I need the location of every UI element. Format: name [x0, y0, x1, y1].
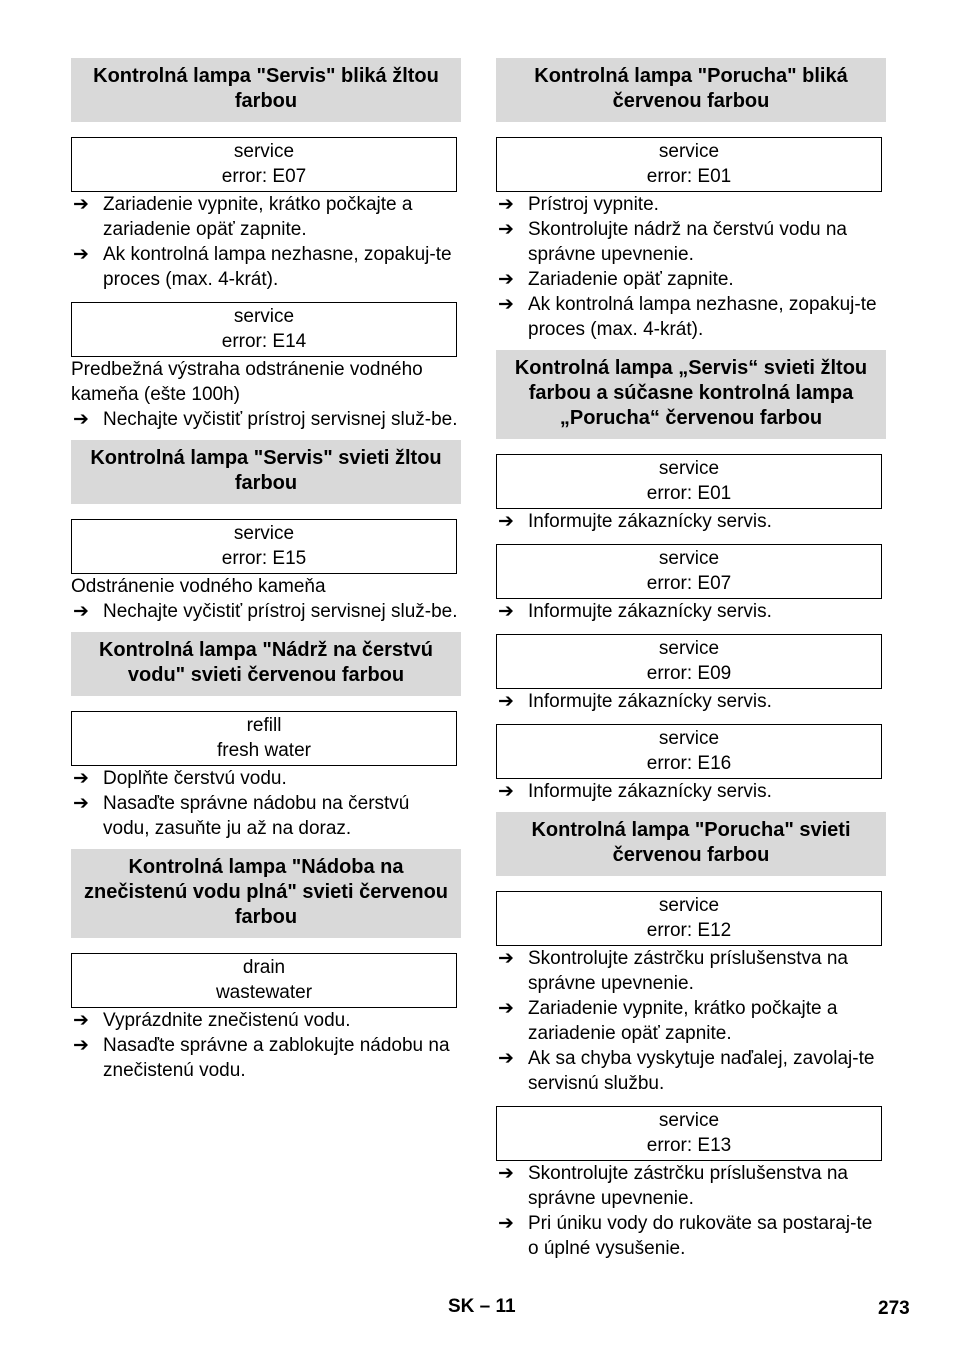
step-item: ➔ Informujte zákaznícky servis.	[498, 781, 772, 802]
arrow-right-icon: ➔	[73, 601, 89, 622]
display-line: error: E01	[646, 166, 732, 187]
section-heading: Kontrolná lampa "Nádoba na znečistenú vodu plná" svieti červenou farbou	[71, 849, 461, 938]
display-message	[71, 137, 457, 192]
step-item: ➔ Nechajte vyčistiť prístroj servisnej služ-be.	[73, 601, 458, 622]
arrow-right-icon: ➔	[498, 948, 514, 969]
display-line: service	[658, 458, 720, 479]
display-message	[496, 634, 882, 689]
display-line: wastewater	[215, 982, 313, 1003]
arrow-right-icon: ➔	[498, 691, 514, 712]
step-item: ➔ Nasaďte správne nádobu na čerstvú vodu, zasuňte ju až na doraz.	[73, 793, 410, 839]
arrow-right-icon: ➔	[498, 1048, 514, 1069]
step-item: ➔ Nechajte vyčistiť prístroj servisnej služ-be.	[73, 409, 458, 430]
display-message	[71, 711, 457, 766]
display-line: fresh water	[217, 740, 311, 761]
display-line: service	[658, 638, 720, 659]
step-item: ➔ Ak sa chyba vyskytuje naďalej, zavolaj-te servisnú službu.	[498, 1048, 875, 1094]
display-line: error: E07	[646, 573, 732, 594]
arrow-right-icon: ➔	[73, 768, 89, 789]
arrow-right-icon: ➔	[73, 194, 89, 215]
display-message	[496, 891, 882, 946]
display-line: service	[658, 1110, 720, 1131]
step-item: ➔ Skontrolujte zástrčku príslušenstva na správne upevnenie.	[498, 1163, 848, 1209]
step-item: ➔ Ak kontrolná lampa nezhasne, zopakuj-te proces (max. 4-krát).	[498, 294, 877, 340]
step-item: ➔ Zariadenie vypnite, krátko počkajte a zariadenie opäť zapnite.	[73, 194, 413, 240]
step-item: ➔ Zariadenie vypnite, krátko počkajte a zariadenie opäť zapnite.	[498, 998, 838, 1044]
display-message	[496, 544, 882, 599]
display-message	[71, 953, 457, 1008]
step-item: ➔ Skontrolujte nádrž na čerstvú vodu na správne upevnenie.	[498, 219, 847, 265]
display-message	[496, 724, 882, 779]
display-message	[71, 302, 457, 357]
section-heading: Kontrolná lampa „Servis“ svieti žltou farbou a súčasne kontrolná lampa „Porucha“ červenou farbou	[496, 350, 886, 439]
step-item: ➔ Nasaďte správne a zablokujte nádobu na znečistenú vodu.	[73, 1035, 450, 1081]
display-line: drain	[242, 957, 286, 978]
step-item: ➔ Zariadenie opäť zapnite.	[498, 269, 734, 290]
step-item: ➔ Informujte zákaznícky servis.	[498, 691, 772, 712]
display-line: service	[233, 306, 295, 327]
section-heading: Kontrolná lampa "Porucha" svieti červenou farbou	[496, 812, 886, 876]
display-line: service	[233, 523, 295, 544]
arrow-right-icon: ➔	[498, 294, 514, 315]
display-line: error: E09	[646, 663, 732, 684]
arrow-right-icon: ➔	[498, 511, 514, 532]
page-section-label: SK – 11	[448, 1296, 516, 1317]
display-line: service	[658, 895, 720, 916]
display-line: service	[233, 141, 295, 162]
step-item: ➔ Informujte zákaznícky servis.	[498, 601, 772, 622]
display-line: error: E16	[646, 753, 732, 774]
display-line: refill	[246, 715, 282, 736]
arrow-right-icon: ➔	[498, 998, 514, 1019]
step-item: ➔ Pri úniku vody do rukoväte sa postaraj-te o úplné vysušenie.	[498, 1213, 873, 1259]
section-heading: Kontrolná lampa "Nádrž na čerstvú vodu" svieti červenou farbou	[71, 632, 461, 696]
display-message	[496, 1106, 882, 1161]
description-text: Predbežná výstraha odstránenie vodného kameňa (ešte 100h)	[71, 359, 423, 405]
section-heading: Kontrolná lampa "Porucha" bliká červenou farbou	[496, 58, 886, 122]
display-line: service	[658, 548, 720, 569]
display-line: error: E01	[646, 483, 732, 504]
step-item: ➔ Doplňte čerstvú vodu.	[73, 768, 287, 789]
arrow-right-icon: ➔	[73, 244, 89, 265]
left-column	[71, 58, 461, 1083]
display-line: error: E12	[646, 920, 732, 941]
display-message	[496, 137, 882, 192]
page-number: 273	[878, 1298, 910, 1319]
display-line: error: E15	[221, 548, 307, 569]
arrow-right-icon: ➔	[498, 601, 514, 622]
description-text: Odstránenie vodného kameňa	[71, 576, 326, 597]
display-line: error: E13	[646, 1135, 732, 1156]
arrow-right-icon: ➔	[498, 781, 514, 802]
arrow-right-icon: ➔	[498, 194, 514, 215]
step-item: ➔ Vyprázdnite znečistenú vodu.	[73, 1010, 351, 1031]
step-item: ➔ Skontrolujte zástrčku príslušenstva na správne upevnenie.	[498, 948, 848, 994]
display-line: error: E14	[221, 331, 307, 352]
display-line: service	[658, 728, 720, 749]
display-line: error: E07	[221, 166, 307, 187]
arrow-right-icon: ➔	[498, 1163, 514, 1184]
arrow-right-icon: ➔	[498, 219, 514, 240]
display-message	[496, 454, 882, 509]
display-line: service	[658, 141, 720, 162]
arrow-right-icon: ➔	[73, 1010, 89, 1031]
section-heading: Kontrolná lampa "Servis" bliká žltou farbou	[71, 58, 461, 122]
step-item: ➔ Ak kontrolná lampa nezhasne, zopakuj-te proces (max. 4-krát).	[73, 244, 452, 290]
section-heading: Kontrolná lampa "Servis" svieti žltou farbou	[71, 440, 461, 504]
right-column	[496, 58, 886, 1261]
arrow-right-icon: ➔	[73, 409, 89, 430]
step-item: ➔ Informujte zákaznícky servis.	[498, 511, 772, 532]
display-message	[71, 519, 457, 574]
arrow-right-icon: ➔	[498, 269, 514, 290]
arrow-right-icon: ➔	[498, 1213, 514, 1234]
arrow-right-icon: ➔	[73, 1035, 89, 1056]
step-item: ➔ Prístroj vypnite.	[498, 194, 659, 215]
arrow-right-icon: ➔	[73, 793, 89, 814]
